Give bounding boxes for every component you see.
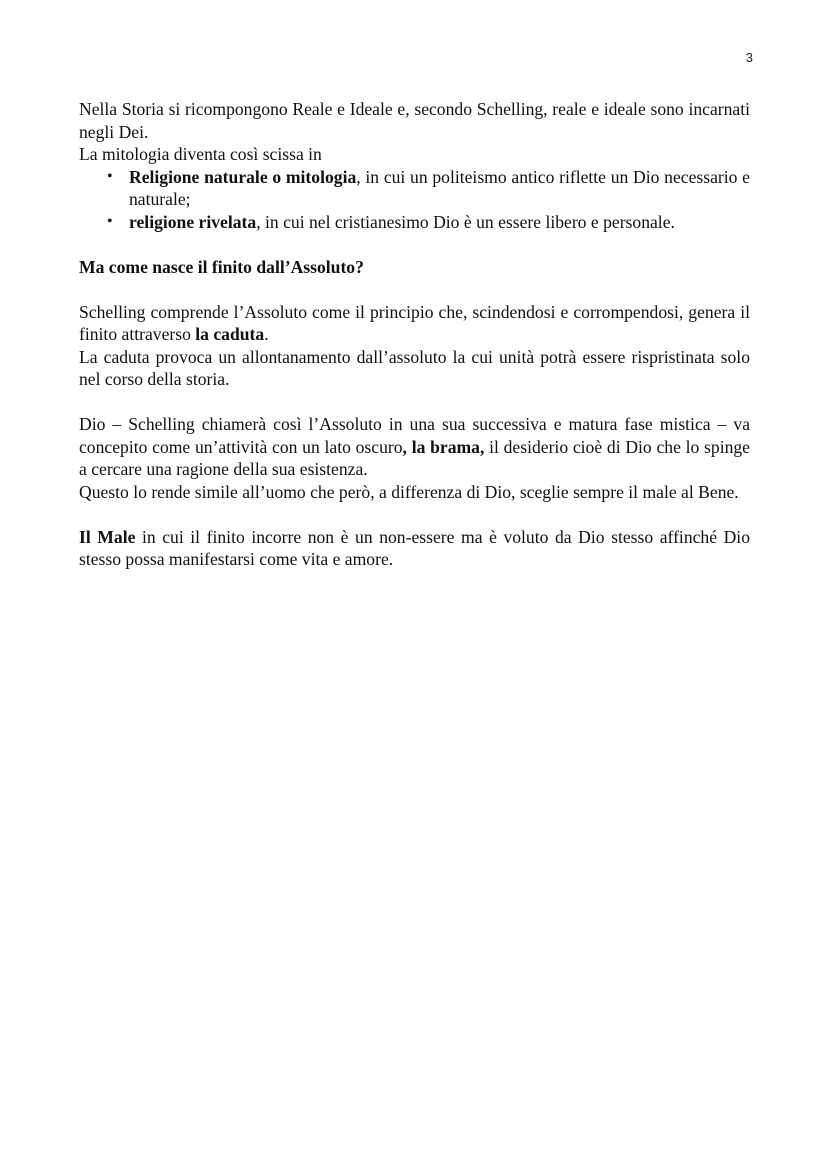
paragraph-uomo: Questo lo rende simile all’uomo che però, a differenza di Dio, sceglie sempre il male al Bene. [79,481,739,502]
spacer [79,391,750,414]
paragraph-storia: Nella Storia si ricompongono Reale e Ideale e, secondo Schelling, reale e ideale sono incarnati negli Dei. [79,99,750,142]
list-item-bold: Religione naturale o mitologia [129,166,357,187]
section-heading: Ma come nasce il finito dall’Assoluto? [79,256,364,277]
bullet-icon: • [107,167,113,185]
paragraph-caduta [79,301,750,346]
paragraph-male [79,526,750,571]
list-item-bold: religione rivelata [129,211,257,232]
spacer [79,503,750,526]
paragraph-bold: la caduta [195,324,265,344]
list-item-text: , in cui un politeismo antico riflette un Dio necessario e naturale; [129,166,750,209]
paragraph-text: Schelling comprende l’Assoluto come il principio che, scindendosi e corrompendosi, genera il finito attraverso [79,301,750,344]
list-item [79,211,750,234]
list-item [79,166,750,211]
bullet-icon: • [107,212,113,230]
paragraph-dio [79,413,750,481]
religion-list [79,166,750,234]
paragraph-bold: , la brama, [402,436,485,457]
paragraph-bold: Il Male [79,526,136,547]
page-content [79,98,750,571]
paragraph-text: il desiderio cioè di Dio che lo spinge a cercare una ragione della sua esistenza. [79,436,750,479]
list-item-text: , in cui nel cristianesimo Dio è un essere libero e personale. [256,211,675,232]
paragraph-allontanamento: La caduta provoca un allontanamento dall’assoluto la cui unità potrà essere rispristinata solo nel corso della storia. [79,346,750,389]
paragraph-text: . [264,324,269,344]
spacer [79,278,750,301]
paragraph-text: Dio – Schelling chiamerà così l’Assoluto in una sua successiva e matura fase mistica – va concepito come un’attività con un lato oscuro [79,414,750,457]
spacer [79,233,750,256]
paragraph-text: in cui il finito incorre non è un non-essere ma è voluto da Dio stesso affinché Dio stesso possa manifestarsi come vita e amore. [79,526,750,569]
page-number: 3 [745,50,753,65]
paragraph-mitologia-intro: La mitologia diventa così scissa in [79,144,322,164]
